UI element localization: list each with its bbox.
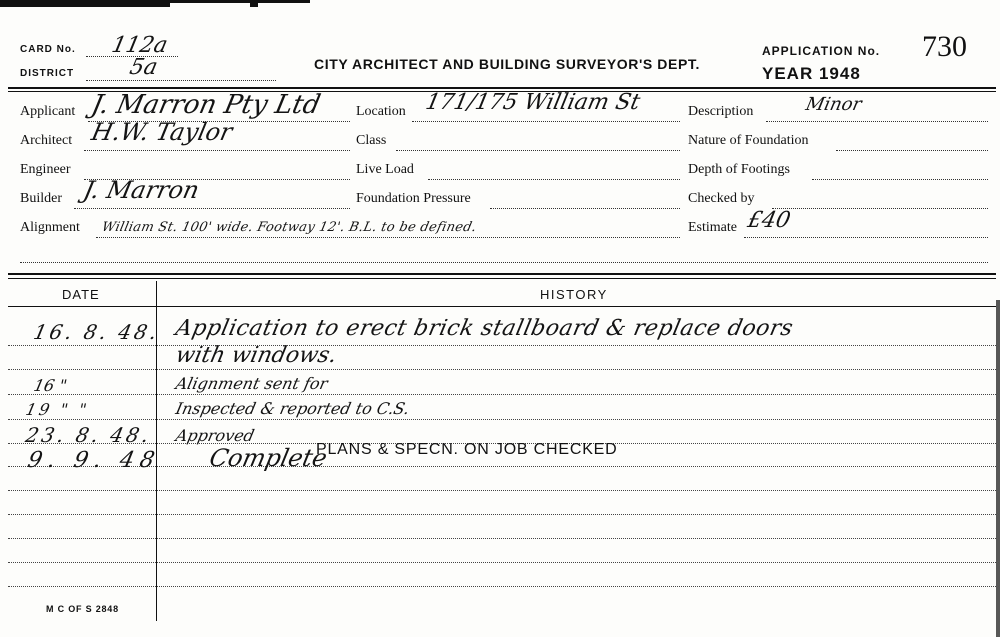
scan-edge-artifact bbox=[0, 0, 170, 7]
foundation-pressure-line bbox=[490, 208, 680, 209]
application-number-value: 730 bbox=[922, 30, 967, 63]
history-text: with windows. bbox=[173, 343, 340, 368]
card-number-value: 112a bbox=[109, 33, 170, 58]
history-date: 9. 9. 48 bbox=[25, 448, 163, 473]
blank-line bbox=[20, 262, 988, 263]
department-title: CITY ARCHITECT AND BUILDING SURVEYOR'S DEPT. bbox=[314, 56, 700, 72]
live-load-line bbox=[428, 179, 680, 180]
history-date: 19 " " bbox=[23, 400, 92, 419]
history-text: Inspected & reported to C.S. bbox=[173, 399, 412, 418]
district-label: DISTRICT bbox=[20, 68, 75, 79]
checked-by-line bbox=[772, 208, 988, 209]
nature-of-foundation-label: Nature of Foundation bbox=[688, 133, 809, 148]
checked-by-label: Checked by bbox=[688, 191, 755, 206]
builder-label: Builder bbox=[20, 191, 62, 206]
builder-line bbox=[74, 208, 350, 209]
applicant-label: Applicant bbox=[20, 104, 76, 119]
description-label: Description bbox=[688, 104, 754, 119]
history-text: Alignment sent for bbox=[173, 374, 330, 393]
alignment-line bbox=[96, 237, 680, 238]
approval-stamp: PLANS & SPECN. ON JOB CHECKED bbox=[316, 441, 618, 458]
class-line bbox=[396, 150, 680, 151]
applicant-value: J. Marron Pty Ltd bbox=[88, 90, 324, 120]
estimate-label: Estimate bbox=[688, 220, 737, 235]
builder-value: J. Marron bbox=[81, 176, 202, 204]
location-label: Location bbox=[356, 104, 406, 119]
alignment-value: William St. 100' wide. Footway 12'. B.L. to be defined. bbox=[100, 220, 478, 235]
history-date: 16 " bbox=[31, 376, 69, 395]
district-line bbox=[86, 80, 276, 81]
description-line bbox=[766, 121, 988, 122]
description-value: Minor bbox=[803, 94, 864, 115]
location-value: 171/175 William St bbox=[423, 90, 643, 115]
history-text: Approved bbox=[173, 426, 257, 445]
history-column-header: HISTORY bbox=[540, 287, 608, 302]
engineer-label: Engineer bbox=[20, 162, 71, 177]
history-row-line bbox=[8, 562, 996, 563]
card-number-label: CARD No. bbox=[20, 44, 76, 55]
header-rule bbox=[8, 87, 996, 89]
architect-value: H.W. Taylor bbox=[89, 118, 235, 146]
history-text: Complete bbox=[207, 444, 330, 472]
scan-edge-artifact bbox=[996, 300, 1000, 637]
alignment-label: Alignment bbox=[20, 220, 80, 235]
history-row-line bbox=[8, 514, 996, 515]
history-row-line bbox=[8, 538, 996, 539]
form-code: M C OF S 2848 bbox=[46, 604, 119, 614]
class-label: Class bbox=[356, 133, 387, 148]
history-row-line bbox=[8, 490, 996, 491]
history-row-line bbox=[8, 586, 996, 587]
history-row-line bbox=[8, 419, 996, 420]
depth-of-footings-label: Depth of Footings bbox=[688, 162, 790, 177]
history-text: Application to erect brick stallboard & replace doors bbox=[173, 316, 796, 341]
history-row-line bbox=[8, 394, 996, 395]
live-load-label: Live Load bbox=[356, 162, 414, 177]
date-column-header: DATE bbox=[62, 287, 100, 302]
year-label: YEAR 1948 bbox=[762, 64, 861, 83]
depth-of-footings-line bbox=[812, 179, 988, 180]
scan-edge-artifact bbox=[170, 0, 310, 3]
estimate-value: £40 bbox=[745, 208, 793, 233]
history-date: 23. 8. 48. bbox=[23, 423, 154, 447]
nature-of-foundation-line bbox=[836, 150, 988, 151]
history-row-line bbox=[8, 345, 996, 346]
architect-line bbox=[84, 150, 350, 151]
history-date: 16. 8. 48. bbox=[31, 320, 162, 344]
history-rule bbox=[8, 273, 996, 275]
location-line bbox=[412, 121, 680, 122]
application-number-label: APPLICATION No. bbox=[762, 44, 881, 58]
district-value: 5a bbox=[127, 55, 160, 80]
history-rule bbox=[8, 278, 996, 279]
architect-label: Architect bbox=[20, 133, 73, 148]
estimate-line bbox=[744, 237, 988, 238]
foundation-pressure-label: Foundation Pressure bbox=[356, 191, 471, 206]
history-row-line bbox=[8, 369, 996, 370]
scan-edge-artifact bbox=[250, 3, 258, 7]
